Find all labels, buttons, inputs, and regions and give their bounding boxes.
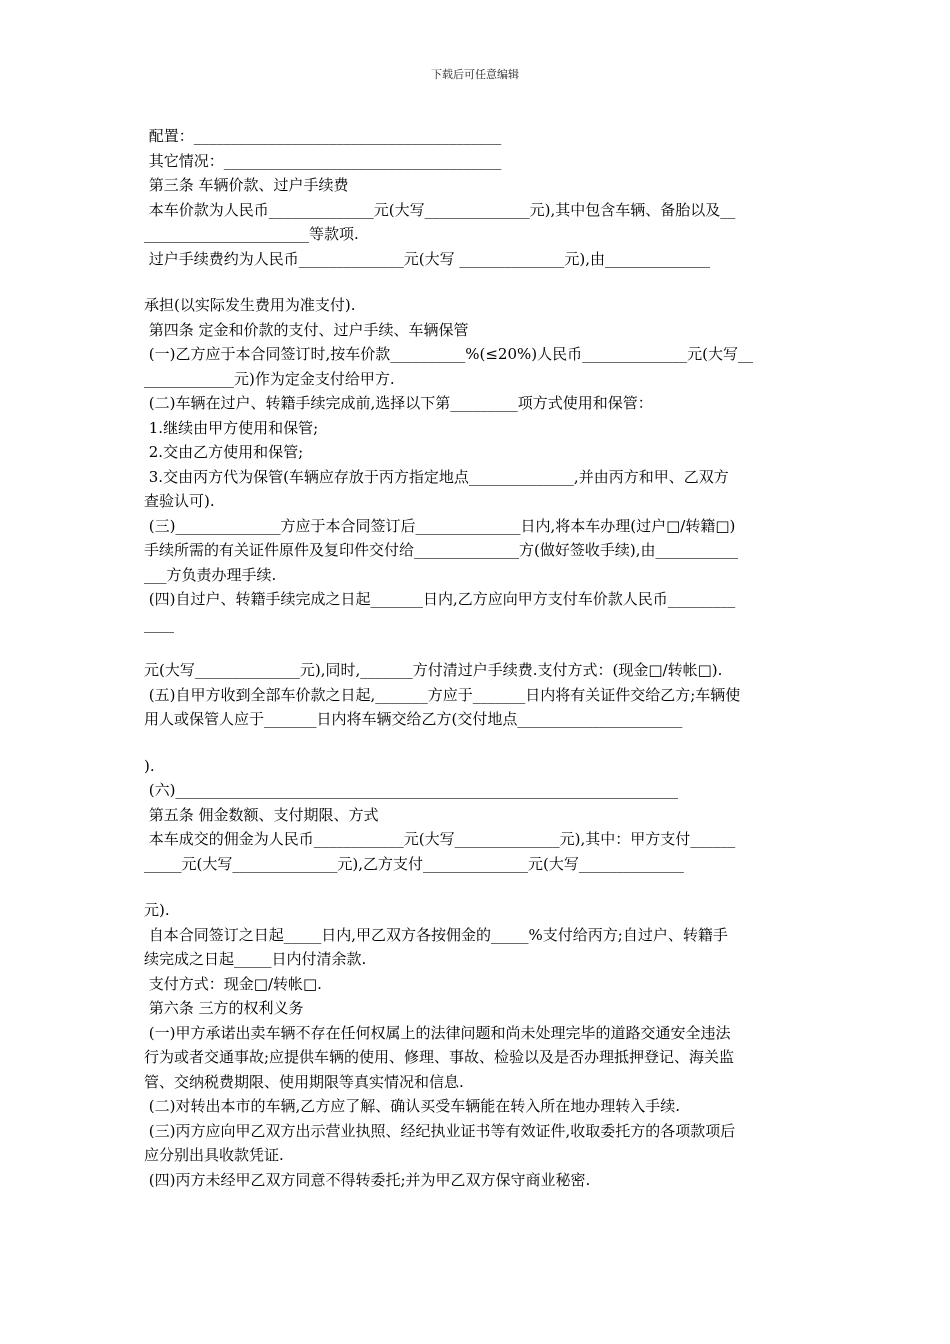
paragraph-gap — [144, 876, 810, 898]
text-line: 管、交纳税费期限、使用期限等真实情况和信息. — [144, 1072, 464, 1091]
text-line: (四)丙方未经甲乙双方同意不得转委托;并为甲乙双方保守商业秘密. — [144, 1170, 591, 1189]
text-line: (三)丙方应向甲乙双方出示营业执照、经纪执业证书等有效证件,收取委托方的各项款项后 — [144, 1121, 736, 1140]
text-line: _____元(大写______________元),乙方支付______________元(大写______________ — [144, 854, 684, 873]
text-line: (四)自过户、转籍手续完成之日起_______日内,乙方应向甲方支付车价款人民币_________ — [144, 590, 736, 608]
text-line: 1.继续由甲方使用和保管; — [144, 418, 319, 437]
text-line: (五)自甲方收到全部车价款之日起,_______方应于_______日内将有关证件交给乙方;车辆使 — [144, 685, 741, 704]
text-line: 查验认可). — [144, 492, 215, 510]
text-line: ____________元)作为定金支付给甲方. — [144, 369, 395, 388]
text-line: (六)___________________________________________________________________ — [144, 781, 678, 799]
text-line: 3.交由丙方代为保管(车辆应存放于丙方指定地点______________,并由丙方和甲、乙双方 — [144, 467, 729, 486]
text-line: 过户手续费约为人民币______________元(大写 ______________元),由______________ — [144, 249, 711, 268]
text-line: (二)车辆在过户、转籍手续完成前,选择以下第_________项方式使用和保管： — [144, 394, 653, 412]
text-line: 行为或者交通事故;应提供车辆的使用、修理、事故、检验以及是否办理抵押登记、海关监 — [144, 1048, 735, 1066]
page-header: 下载后可任意编辑 — [431, 68, 519, 81]
text-line: 元(大写______________元),同时,_______方付清过户手续费.支付方式：(现金□/转帐□). — [144, 661, 723, 679]
text-line: 第三条 车辆价款、过户手续费 — [144, 176, 349, 194]
text-line: (一)乙方应于本合同签订时,按车价款__________%(≤20%)人民币______________元(大写__ — [144, 345, 753, 363]
text-line: ___方负责办理手续. — [144, 565, 277, 584]
text-line: 承担(以实际发生费用为准支付). — [144, 296, 356, 314]
text-line: 第六条 三方的权利义务 — [144, 999, 304, 1017]
text-line: 手续所需的有关证件原件及复印件交付给______________方(做好签收手续),由___________ — [144, 541, 738, 559]
text-line: ____ — [144, 614, 174, 633]
text-line: (一)甲方承诺出卖车辆不存在任何权属上的法律问题和尚未处理完毕的道路交通安全违法 — [144, 1023, 731, 1042]
contract-body — [144, 124, 810, 1192]
paragraph-gap — [144, 732, 810, 754]
text-line: 第四条 定金和价款的支付、过户手续、车辆保管 — [144, 320, 469, 339]
text-line: 其它情况：_____________________________________ — [144, 151, 502, 170]
text-line: 配置：_________________________________________ — [144, 127, 502, 145]
text-line: ). — [144, 756, 155, 775]
text-line: 本车价款为人民币______________元(大写______________元),其中包含车辆、备胎以及__ — [144, 200, 736, 219]
text-line: 自本合同签订之日起_____日内,甲乙双方各按佣金的_____%支付给丙方;自过户、转籍手 — [144, 925, 728, 944]
paragraph-gap — [144, 636, 810, 658]
text-line: 本车成交的佣金为人民币____________元(大写______________元),其中：甲方支付______ — [144, 830, 736, 848]
text-line: (二)对转出本市的车辆,乙方应了解、确认买受车辆能在转入所在地办理转入手续. — [144, 1097, 681, 1115]
text-line: (三)______________方应于本合同签订后______________日内,将本车办理(过户□/转籍□) — [144, 516, 736, 535]
text-line: ______________________等款项. — [144, 225, 359, 243]
text-line: 应分别出具收款凭证. — [144, 1146, 284, 1164]
paragraph-gap — [144, 271, 810, 293]
text-line: 元). — [144, 901, 170, 919]
text-line: 2.交由乙方使用和保管; — [144, 443, 304, 461]
text-line: 第五条 佣金数额、支付期限、方式 — [144, 805, 379, 824]
text-line: 支付方式：现金□/转帐□. — [144, 974, 322, 993]
text-line: 用人或保管人应于_______日内将车辆交给乙方(交付地点______________________ — [144, 710, 683, 728]
text-line: 续完成之日起_____日内付清余款. — [144, 950, 367, 968]
